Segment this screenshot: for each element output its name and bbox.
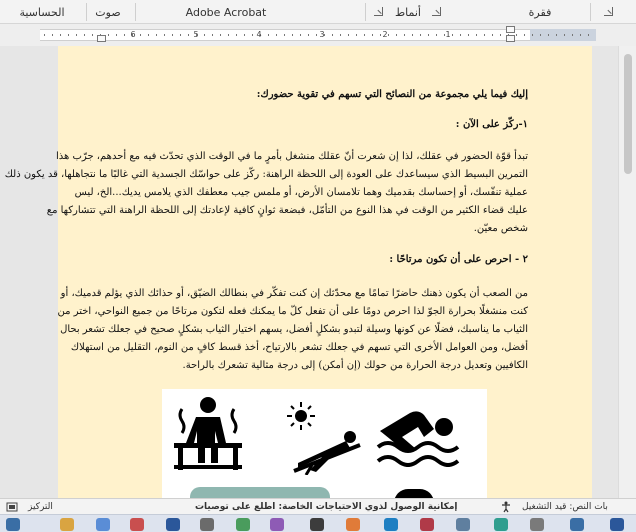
ruler-tick (276, 34, 277, 36)
paragraph-dialog-launcher-icon[interactable] (432, 7, 441, 16)
ruler-tick (556, 34, 557, 36)
sun-icon (286, 401, 316, 431)
right-indent-marker[interactable] (506, 35, 515, 42)
ruler-tick (148, 34, 149, 36)
ruler-tick (228, 34, 229, 36)
partial-image-shape (190, 487, 330, 498)
ruler-tick (500, 34, 501, 36)
ruler-tick (396, 34, 397, 36)
ruler-tick (76, 34, 77, 36)
status-bar (0, 498, 636, 514)
ruler-tick (476, 34, 477, 36)
ruler-tick (484, 34, 485, 36)
ruler-tick (372, 34, 373, 36)
focus-label: التركيز (28, 502, 53, 512)
ruler-tick (364, 34, 365, 36)
left-indent-marker[interactable] (97, 35, 106, 42)
ruler-tick (404, 34, 405, 36)
paragraph-label: فقرة (528, 5, 552, 19)
ruler-number: 6 (130, 30, 136, 39)
taskbar-app-icon[interactable] (236, 518, 250, 531)
ruler-number: 5 (193, 30, 199, 39)
ruler-tick (212, 34, 213, 36)
ruler-tick (580, 34, 581, 36)
section-1-line: تبدأ قوّة الحضور في عقلك، لذا إن شعرت أنّ عقلك منشغل بأمرٍ ما في الوقت الذي تحدّث فيه مع أحدهم، جرّب هذا (56, 151, 528, 162)
ribbon-separator (365, 3, 366, 21)
ruler-tick (92, 34, 93, 36)
ruler-tick (308, 34, 309, 36)
ribbon-group-sensitivity[interactable] (2, 0, 82, 24)
styles-label: أنماط (394, 5, 421, 19)
ruler-tick (420, 34, 421, 36)
ruler-tick (284, 34, 285, 36)
section-1-line: عليك قضاء الكثير من الوقت في هذا النوع من التأمّل، فبضعة ثوانٍ كافية لإعادتك إلى اللحظة الراهنة التي تتشاركها مع (46, 205, 528, 216)
section-1-title: ١-ركّز على الآن : (455, 119, 528, 130)
ruler-number: 2 (382, 30, 388, 39)
ruler-tick (68, 34, 69, 36)
ruler-tick (524, 34, 525, 36)
text-predictions-status[interactable] (522, 499, 608, 515)
ruler-number: 3 (319, 30, 325, 39)
ruler-tick (292, 34, 293, 36)
ribbon-separator (135, 3, 136, 21)
taskbar-app-icon[interactable] (420, 518, 434, 531)
ruler-number: 1 (445, 30, 451, 39)
text-predictions-label: بات النص: قيد التشغيل (522, 502, 608, 512)
first-line-indent-marker[interactable] (506, 26, 515, 33)
ruler-tick (244, 34, 245, 36)
ruler-tick (188, 34, 189, 36)
taskbar-app-icon[interactable] (610, 518, 624, 531)
accessibility-label: إمكانية الوصول لذوي الاحتياجات الخاصة: اطلع على توصيات (195, 502, 458, 512)
ribbon-bar (0, 0, 636, 24)
ruler-tick (412, 34, 413, 36)
accessibility-icon[interactable] (500, 501, 512, 513)
styles-dialog-launcher-icon[interactable] (374, 7, 383, 16)
focus-icon[interactable] (6, 502, 18, 512)
ruler-tick (388, 34, 389, 36)
taskbar-app-icon[interactable] (270, 518, 284, 531)
ruler-tick (44, 34, 45, 36)
ribbon-separator (590, 3, 591, 21)
section-1-line: التمرين البسيط الذي سيساعدك على العودة إلى اللحظة الراهنة: ركّز على حواسّك الجسدية التي غالبًا ما نتجاهلها، قد يكون ذلك (4, 169, 528, 180)
ruler-tick (532, 34, 533, 36)
wellness-icons-image[interactable] (162, 389, 487, 498)
font-dialog-launcher-icon[interactable] (604, 7, 613, 16)
ruler-tick (252, 34, 253, 36)
ruler-tick (268, 34, 269, 36)
section-1-line: شخص معيّن. (473, 223, 528, 234)
ruler-tick (548, 34, 549, 36)
ruler-tick (428, 34, 429, 36)
ribbon-group-adobe-acrobat[interactable] (140, 0, 312, 24)
ruler-tick (516, 34, 517, 36)
ruler-tick (588, 34, 589, 36)
ribbon-group-styles[interactable] (388, 0, 428, 24)
document-heading: إليك فيما يلي مجموعة من النصائح التي تسهم في تقوية حضورك: (256, 89, 528, 100)
ruler-tick (340, 34, 341, 36)
ruler-tick (180, 34, 181, 36)
ruler-tick (204, 34, 205, 36)
ruler-tick (316, 34, 317, 36)
ruler-tick (380, 34, 381, 36)
ruler-tick (84, 34, 85, 36)
section-2-line: الثياب ما يناسبك، فضلًا عن كونها وسيلة لتبدو بشكلٍ أفضل، يسهم اختيار الثياب بشكلٍ صحيح في جعلك تشعر بحال (60, 324, 528, 335)
sauna-person-icon (172, 395, 244, 471)
taskbar (0, 514, 636, 532)
ruler-tick (356, 34, 357, 36)
ribbon-separator (86, 3, 87, 21)
taskbar-app-icon[interactable] (384, 518, 398, 531)
taskbar-app-icon[interactable] (200, 518, 214, 531)
ruler-tick (332, 34, 333, 36)
ribbon-group-voice[interactable] (88, 0, 128, 24)
focus-button[interactable] (28, 499, 53, 515)
taskbar-app-icon[interactable] (570, 518, 584, 531)
ruler-tick (60, 34, 61, 36)
partial-image-shape (394, 489, 434, 498)
section-2-line: من الصعب أن يكون ذهنك حاضرًا تمامًا مع محدّثك إن كنت تفكّر في بنطالك الضيّق، أو حذائك الذي يؤلم قدميك، أو (60, 288, 528, 299)
taskbar-app-icon[interactable] (530, 518, 544, 531)
taskbar-app-icon[interactable] (310, 518, 324, 531)
horizontal-ruler[interactable] (0, 24, 636, 46)
ruler-tick (156, 34, 157, 36)
taskbar-app-icon[interactable] (456, 518, 470, 531)
ruler-tick (300, 34, 301, 36)
accessibility-status[interactable] (195, 499, 458, 515)
ruler-tick (468, 34, 469, 36)
section-2-line: الكافيين وتعديل درجة الحرارة من حولك (إن أمكن) إلى درجة مثالية تشعرك بالراحة. (182, 360, 528, 371)
ruler-tick (140, 34, 141, 36)
taskbar-app-icon[interactable] (166, 518, 180, 531)
section-1-line: عملية تنفّسك، أو إحساسك بقدميك وهما تلامسان الأرض، أو ملمس جيب معطفك الذي يلامس يديك...الخ، ليس (74, 187, 528, 198)
sunbathing-person-icon (292, 429, 364, 475)
ruler-tick (492, 34, 493, 36)
document-page[interactable] (4, 46, 592, 498)
ruler-tick (348, 34, 349, 36)
taskbar-app-icon[interactable] (60, 518, 74, 531)
ruler-tick (460, 34, 461, 36)
ruler-tick (236, 34, 237, 36)
ruler-tick (52, 34, 53, 36)
taskbar-app-icon[interactable] (96, 518, 110, 531)
ruler-tick (572, 34, 573, 36)
swimming-person-icon (376, 401, 468, 467)
section-2-line: أفضل، ومن العوامل الأخرى التي تسهم في جعلك تشعر بالارتياح، أخذ قسط كافٍ من النوم، التقليل من استهلاك (70, 342, 528, 353)
adobe-acrobat-label: Adobe Acrobat (185, 5, 267, 19)
ruler-tick (172, 34, 173, 36)
taskbar-app-icon[interactable] (6, 518, 20, 531)
vertical-scrollbar[interactable] (618, 46, 636, 498)
ruler-tick (116, 34, 117, 36)
taskbar-app-icon[interactable] (346, 518, 360, 531)
section-2-title: ٢ - احرص على أن تكون مرتاحًا : (389, 254, 528, 265)
ribbon-group-paragraph[interactable] (500, 0, 580, 24)
ruler-tick (220, 34, 221, 36)
ruler-tick (436, 34, 437, 36)
ruler-tick (564, 34, 565, 36)
document-area (0, 46, 636, 498)
ruler-tick (124, 34, 125, 36)
ruler-tick (452, 34, 453, 36)
ruler-tick (540, 34, 541, 36)
voice-label: صوت (95, 5, 121, 19)
ruler-tick (164, 34, 165, 36)
ruler-number: 4 (256, 30, 262, 39)
section-2-line: كنت منشغلًا بحرارة الجوّ لذا احرص دومًا على أن تفعل كلّ ما يمكنك فعله لتكون مرتاحًا من جميع النواحي، اختر من (57, 306, 528, 317)
taskbar-app-icon[interactable] (130, 518, 144, 531)
ruler-tick (108, 34, 109, 36)
taskbar-app-icon[interactable] (494, 518, 508, 531)
sensitivity-label: الحساسية (19, 5, 65, 19)
scrollbar-thumb[interactable] (624, 54, 632, 174)
